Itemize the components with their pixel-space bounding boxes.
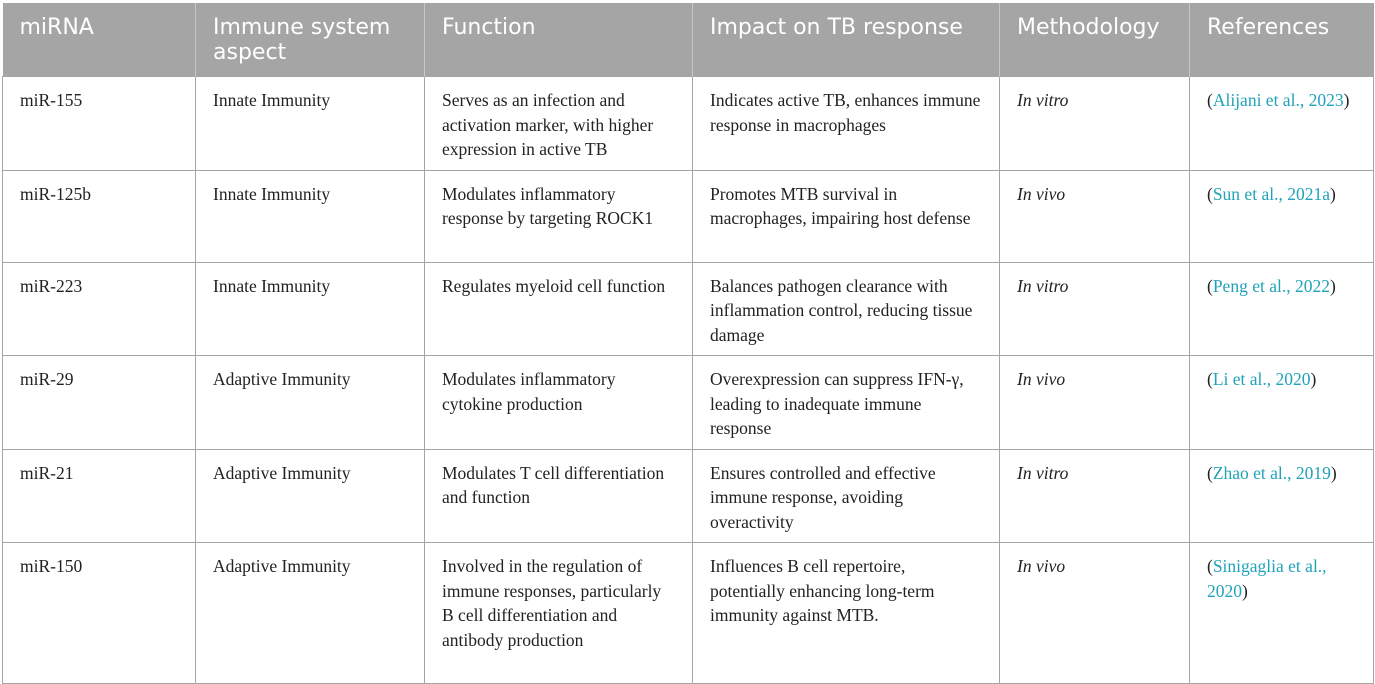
cell-function: Serves as an infection and activation marker, with higher expression in active TB (425, 77, 693, 171)
cell-mirna: miR-125b (3, 170, 196, 262)
cell-mirna: miR-155 (3, 77, 196, 171)
cell-methodology: In vitro (1000, 262, 1190, 356)
cell-mirna: miR-29 (3, 356, 196, 450)
reference-link[interactable]: Zhao et al., 2019 (1212, 462, 1331, 483)
cell-mirna: miR-21 (3, 449, 196, 543)
reference-link[interactable]: Sun et al., 2021a (1212, 183, 1330, 204)
reference-link[interactable]: Li et al., 2020 (1212, 369, 1311, 389)
cell-reference: (Alijani et al., 2023) (1190, 77, 1374, 171)
cell-reference: (Sinigaglia et al., 2020) (1190, 543, 1374, 684)
header-methodology: Methodology (1000, 3, 1190, 77)
table-row (3, 356, 1374, 450)
cell-impact: Influences B cell repertoire, potentially enhancing long-term immunity against MTB. (693, 543, 1000, 684)
cell-function: Regulates myeloid cell function (425, 262, 693, 356)
cell-impact: Promotes MTB survival in macrophages, impairing host defense (693, 170, 1000, 262)
table-header-row (3, 3, 1374, 77)
cell-methodology: In vitro (1000, 449, 1190, 543)
cell-impact: Indicates active TB, enhances immune response in macrophages (693, 77, 1000, 171)
cell-function: Modulates T cell differentiation and function (425, 449, 693, 543)
cell-aspect: Adaptive Immunity (196, 449, 425, 543)
table-row (3, 449, 1374, 543)
reference-link[interactable]: Alijani et al., 2023 (1212, 90, 1344, 110)
mirna-table (2, 3, 1374, 684)
header-function: Function (425, 3, 693, 77)
cell-aspect: Adaptive Immunity (196, 543, 425, 684)
cell-methodology: In vitro (1000, 77, 1190, 171)
cell-reference: (Li et al., 2020) (1190, 356, 1374, 450)
cell-function: Involved in the regulation of immune responses, particularly B cell differentiation and antibody production (425, 543, 693, 684)
cell-aspect: Adaptive Immunity (196, 356, 425, 450)
cell-methodology: In vivo (1000, 356, 1190, 450)
cell-reference: (Zhao et al., 2019) (1190, 449, 1374, 543)
cell-reference: (Peng et al., 2022) (1190, 262, 1374, 356)
reference-link[interactable]: Sinigaglia et al., 2020 (1207, 556, 1327, 601)
table-row (3, 77, 1374, 171)
header-immune-system-aspect: Immune system aspect (196, 3, 425, 77)
cell-reference: (Sun et al., 2021a) (1190, 170, 1374, 262)
cell-aspect: Innate Immunity (196, 77, 425, 171)
cell-aspect: Innate Immunity (196, 262, 425, 356)
cell-function: Modulates inflammatory response by targeting ROCK1 (425, 170, 693, 262)
header-impact-on-tb-response: Impact on TB response (693, 3, 1000, 77)
cell-impact: Overexpression can suppress IFN-γ, leading to inadequate immune response (693, 356, 1000, 450)
header-mirna: miRNA (3, 3, 196, 77)
cell-mirna: miR-150 (3, 543, 196, 684)
cell-aspect: Innate Immunity (196, 170, 425, 262)
table-row (3, 262, 1374, 356)
cell-impact: Ensures controlled and effective immune response, avoiding overactivity (693, 449, 1000, 543)
cell-function: Modulates inflammatory cytokine production (425, 356, 693, 450)
header-references: References (1190, 3, 1374, 77)
cell-methodology: In vivo (1000, 543, 1190, 684)
cell-mirna: miR-223 (3, 262, 196, 356)
table-row (3, 170, 1374, 262)
table-row (3, 543, 1374, 684)
reference-link[interactable]: Peng et al., 2022 (1212, 275, 1330, 296)
cell-methodology: In vivo (1000, 170, 1190, 262)
cell-impact: Balances pathogen clearance with inflammation control, reducing tissue damage (693, 262, 1000, 356)
